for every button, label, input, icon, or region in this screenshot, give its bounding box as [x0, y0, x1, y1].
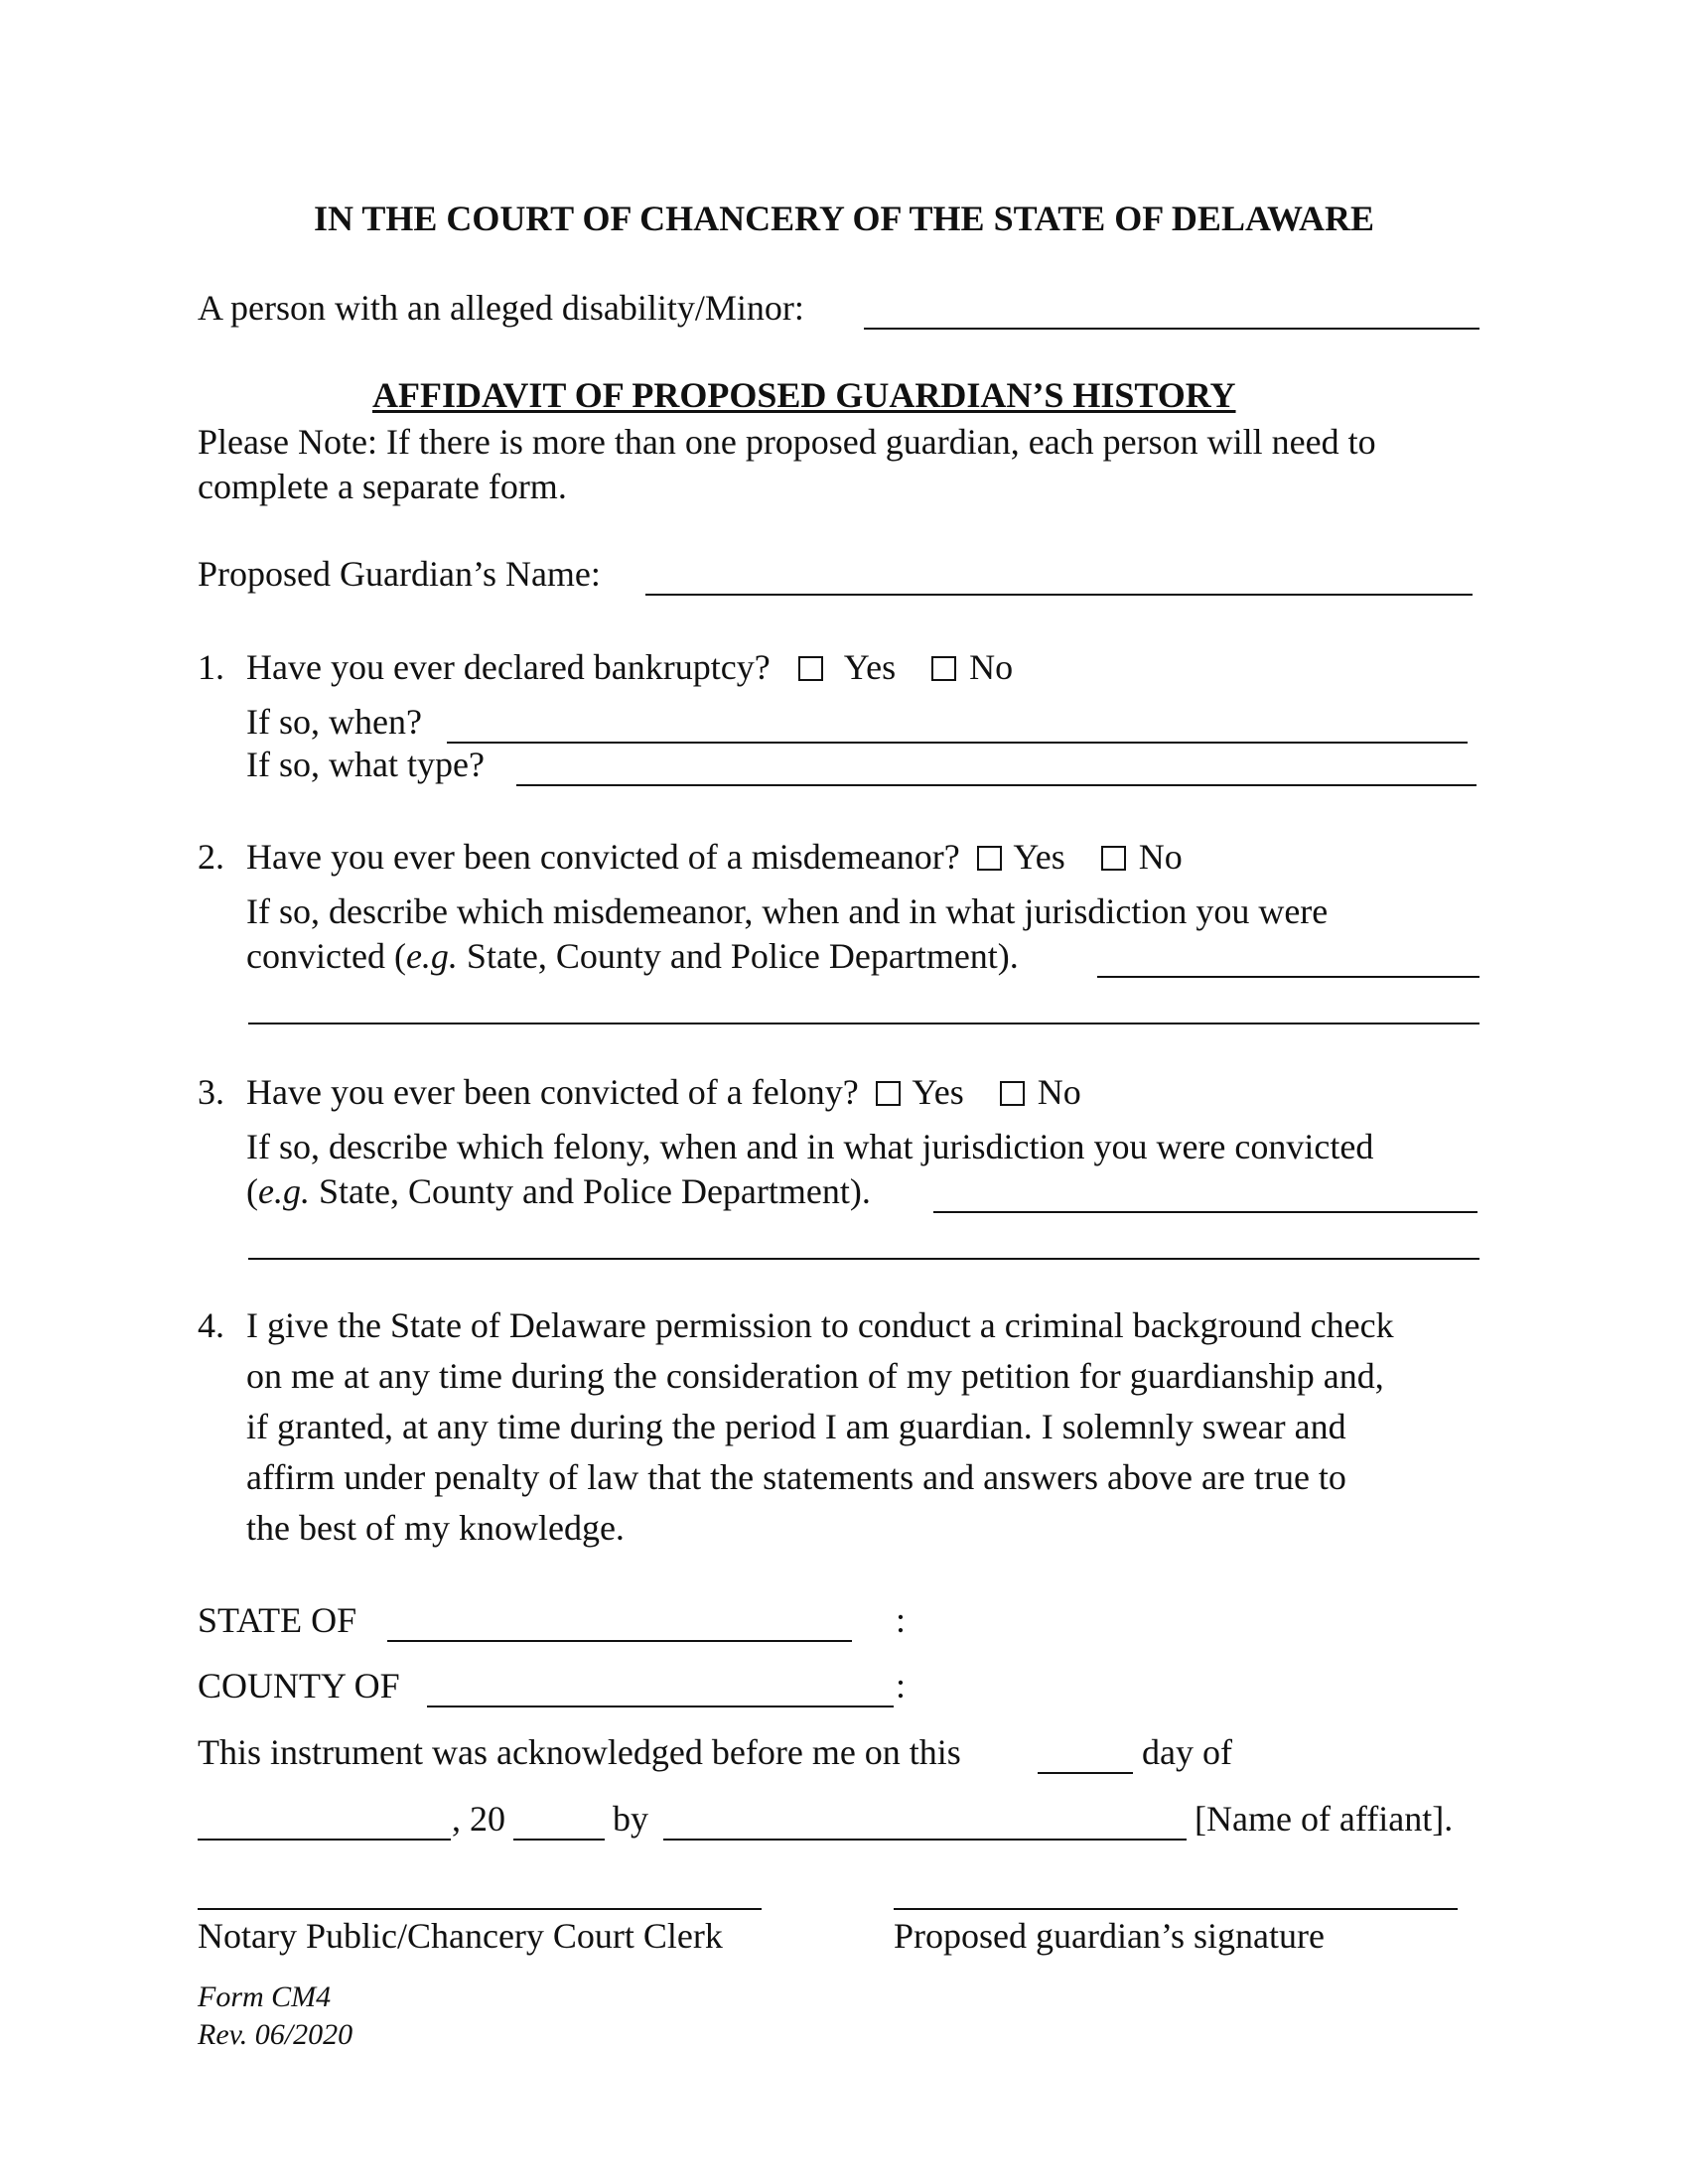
q1-type-field[interactable] — [516, 784, 1477, 786]
form-revision: Rev. 06/2020 — [198, 2018, 353, 2051]
q2-yes-checkbox[interactable] — [977, 846, 1002, 871]
q2-describe-post: State, County and Police Department). — [457, 936, 1019, 976]
notary-label: Notary Public/Chancery Court Clerk — [198, 1916, 723, 1956]
form-title: AFFIDAVIT OF PROPOSED GUARDIAN’S HISTORY — [372, 375, 1236, 415]
q2-question-text: Have you ever been convicted of a misdemeanor? — [246, 837, 960, 877]
q3-describe-line-1: If so, describe which felony, when and in what jurisdiction you were convicted — [246, 1127, 1374, 1166]
notary-signature-line[interactable] — [198, 1908, 762, 1910]
q2-answer-field-2[interactable] — [248, 1023, 1479, 1024]
note-line-1: Please Note: If there is more than one proposed guardian, each person will need to — [198, 422, 1376, 462]
month-field[interactable] — [198, 1839, 451, 1841]
q3-no-checkbox[interactable] — [1000, 1081, 1025, 1106]
q1-no-label: No — [969, 647, 1014, 687]
q1-question-text: Have you ever declared bankruptcy? — [246, 647, 771, 687]
q2-yes-label: Yes — [1013, 837, 1065, 877]
q3-answer-field-2[interactable] — [248, 1258, 1479, 1260]
q2-number: 2. — [198, 837, 224, 877]
q2-no-checkbox[interactable] — [1101, 846, 1126, 871]
signature-label: Proposed guardian’s signature — [894, 1916, 1325, 1956]
person-name-field[interactable] — [864, 328, 1479, 330]
ack-text-pre: This instrument was acknowledged before me on this — [198, 1732, 961, 1772]
q3-describe-pre: ( — [246, 1171, 258, 1211]
affiant-name-field[interactable] — [663, 1839, 1187, 1841]
q2-describe-line-1: If so, describe which misdemeanor, when and in what jurisdiction you were — [246, 891, 1329, 931]
year-field[interactable] — [513, 1839, 605, 1841]
ack-text-post: day of — [1142, 1732, 1232, 1772]
q3-number: 3. — [198, 1072, 224, 1112]
q3-yes-label: Yes — [912, 1072, 964, 1112]
q3-question — [246, 1072, 1081, 1113]
state-colon: : — [896, 1600, 907, 1640]
q4-line-3: if granted, at any time during the period I am guardian. I solemnly swear and — [246, 1407, 1346, 1446]
q3-yes-checkbox[interactable] — [876, 1081, 901, 1106]
q4-line-5: the best of my knowledge. — [246, 1508, 625, 1548]
q1-when-label: If so, when? — [246, 702, 422, 742]
q3-describe-line-2 — [246, 1171, 871, 1212]
q3-describe-post: State, County and Police Department). — [309, 1171, 871, 1211]
q2-describe-pre: convicted ( — [246, 936, 406, 976]
q4-line-1: I give the State of Delaware permission to conduct a criminal background check — [246, 1305, 1394, 1345]
q3-question-text: Have you ever been convicted of a felony? — [246, 1072, 859, 1112]
by-label: by — [613, 1799, 648, 1839]
state-label: STATE OF — [198, 1600, 357, 1640]
q1-yes-label: Yes — [843, 647, 897, 687]
q4-line-4: affirm under penalty of law that the statements and answers above are true to — [246, 1457, 1346, 1497]
court-title: IN THE COURT OF CHANCERY OF THE STATE OF DELAWARE — [314, 199, 1374, 238]
q2-describe-line-2 — [246, 936, 1019, 977]
person-label: A person with an alleged disability/Minor: — [198, 288, 804, 328]
q2-eg: e.g. — [405, 936, 458, 976]
q1-question — [246, 647, 1013, 688]
q1-yes-checkbox[interactable] — [798, 656, 823, 681]
affiant-label: [Name of affiant]. — [1195, 1799, 1454, 1839]
form-number: Form CM4 — [198, 1980, 332, 2013]
county-colon: : — [896, 1666, 907, 1706]
q4-number: 4. — [198, 1305, 224, 1345]
county-label: COUNTY OF — [198, 1666, 400, 1706]
county-field[interactable] — [427, 1706, 894, 1707]
q3-no-label: No — [1037, 1072, 1081, 1112]
guardian-name-label: Proposed Guardian’s Name: — [198, 554, 601, 594]
guardian-signature-line[interactable] — [894, 1908, 1458, 1910]
q2-answer-field-1[interactable] — [1097, 976, 1479, 978]
day-field[interactable] — [1038, 1772, 1133, 1774]
note-line-2: complete a separate form. — [198, 467, 567, 506]
q1-type-label: If so, what type? — [246, 745, 485, 784]
q3-eg: e.g. — [258, 1171, 310, 1211]
q2-no-label: No — [1138, 837, 1183, 877]
q1-when-field[interactable] — [447, 742, 1468, 744]
q3-answer-field-1[interactable] — [933, 1211, 1477, 1213]
state-field[interactable] — [387, 1640, 852, 1642]
guardian-name-field[interactable] — [645, 594, 1473, 596]
q1-number: 1. — [198, 647, 224, 687]
q1-no-checkbox[interactable] — [931, 656, 956, 681]
year-prefix: , 20 — [452, 1799, 505, 1839]
q2-question — [246, 837, 1183, 878]
q4-line-2: on me at any time during the consideration of my petition for guardianship and, — [246, 1356, 1384, 1396]
